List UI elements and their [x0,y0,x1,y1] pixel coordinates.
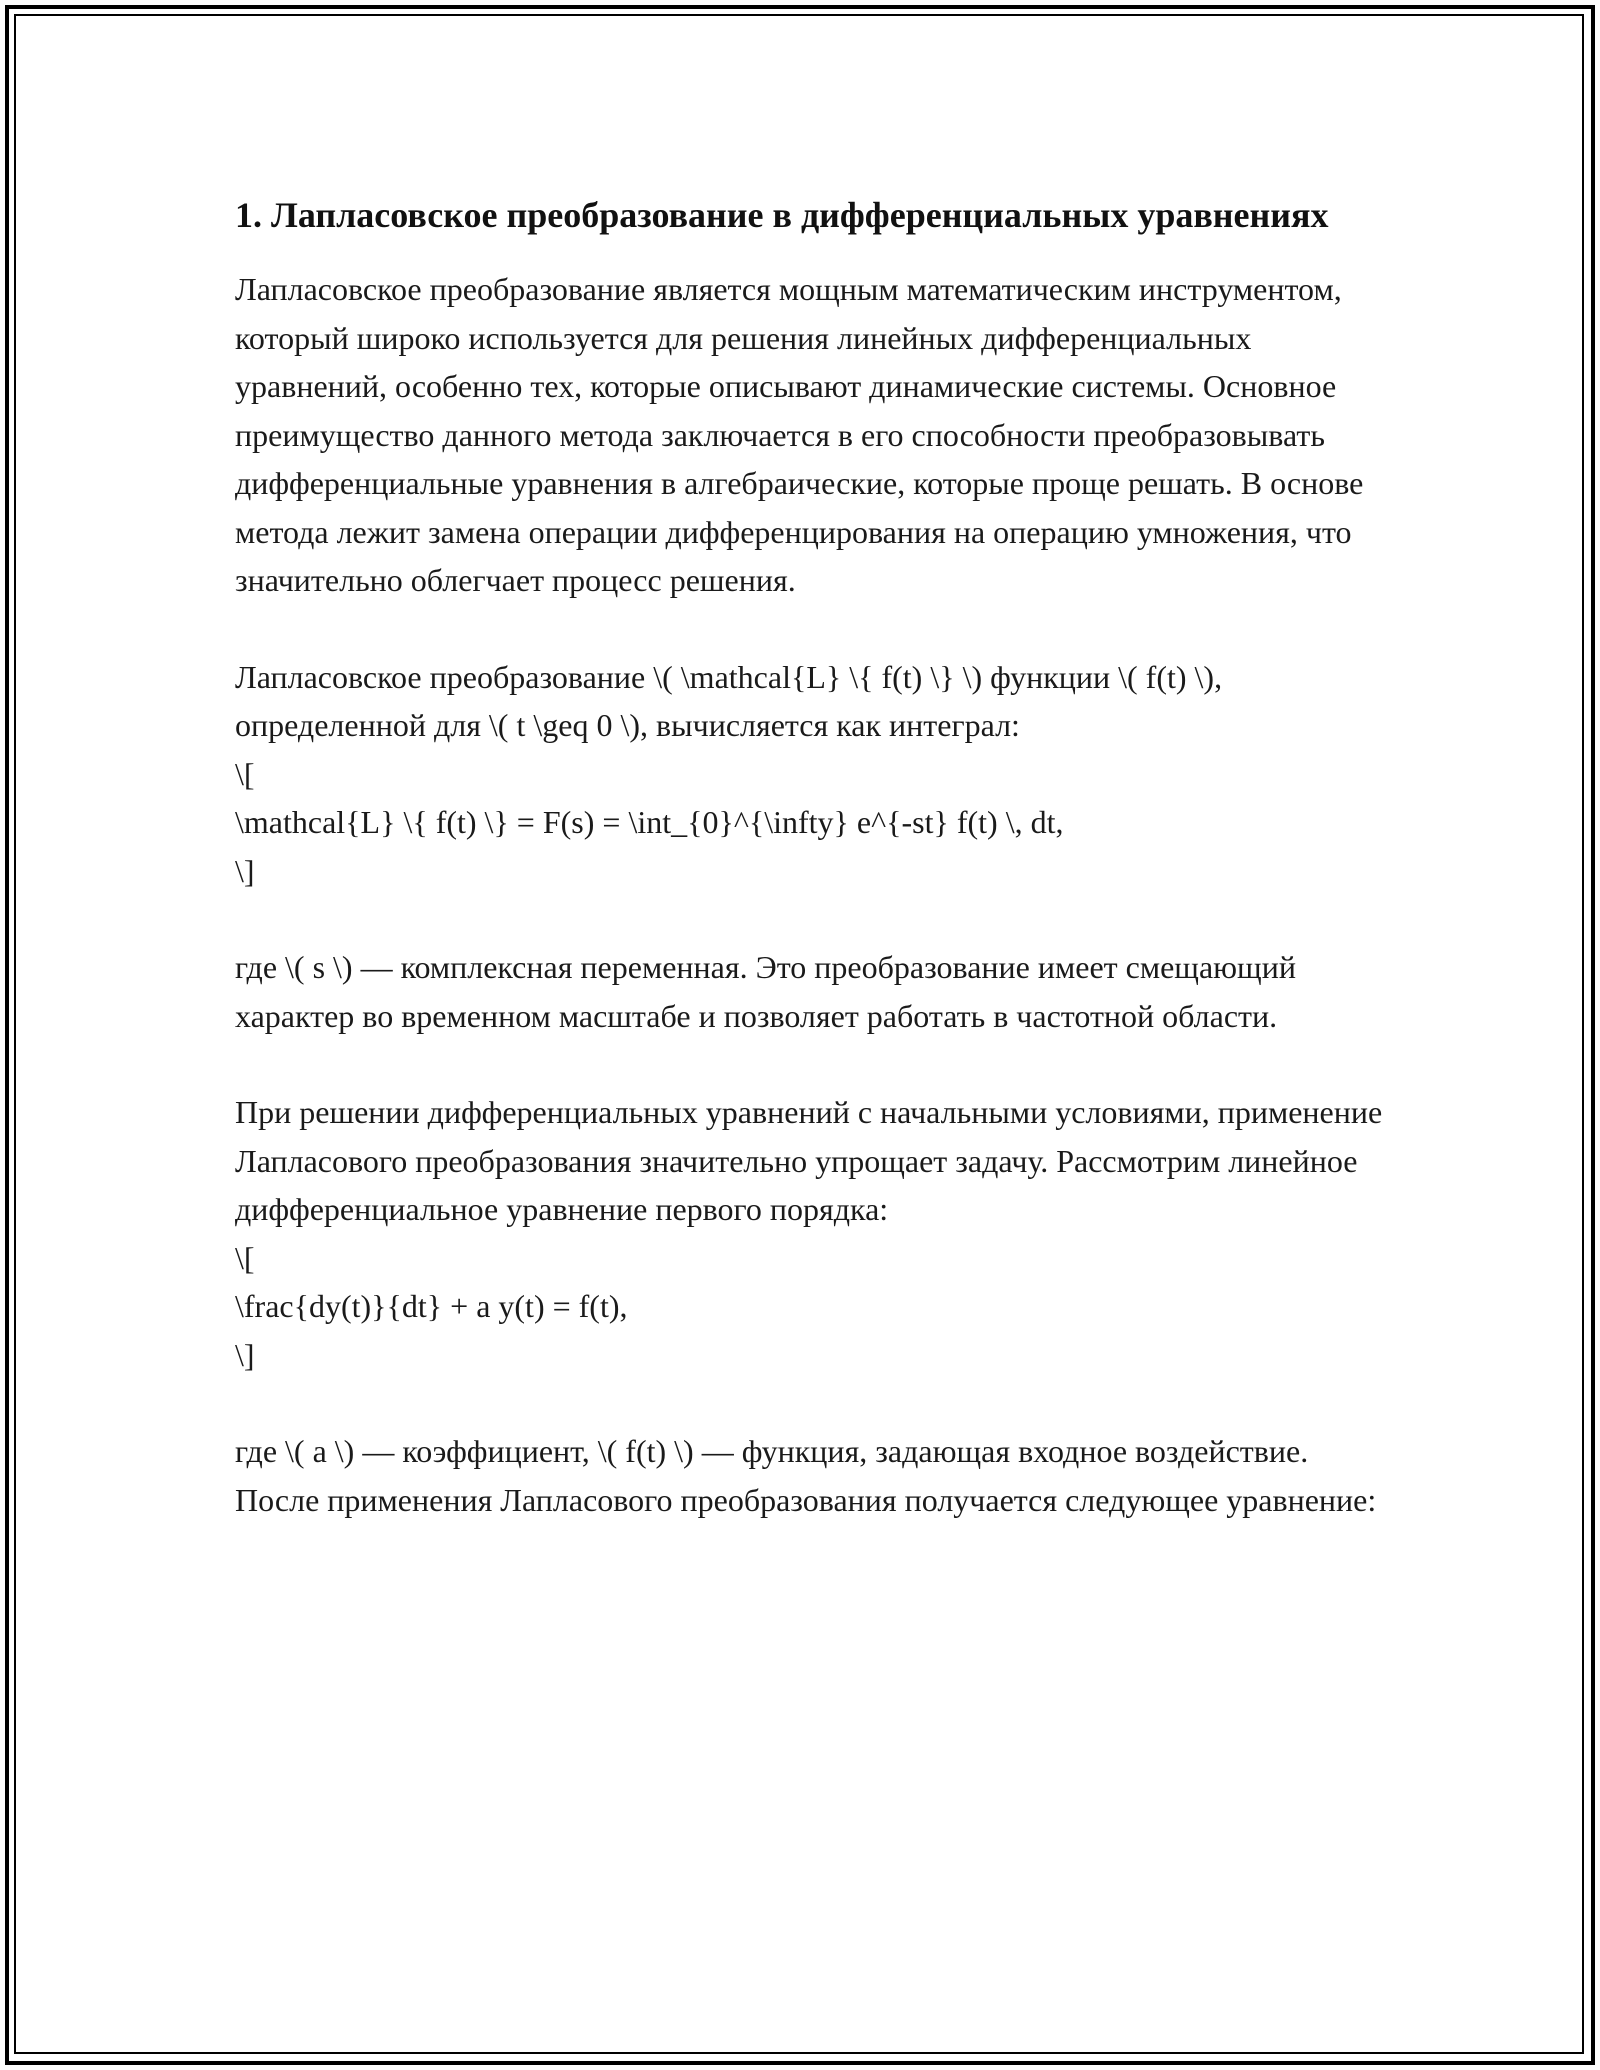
paragraph-initial-conditions: При решении дифференциальных уравнений с начальными условиями, применение Лапласового преобразования значительно упрощает задачу. Рассмотрим линейное дифференциальное уравнение первого порядка: [235,1094,1383,1227]
paragraph-coefficient: где \( a \) — коэффициент, \( f(t) \) — функция, задающая входное воздействие. После применения Лапласового преобразования получается следующее уравнение: [235,1433,1377,1518]
equation-body: \frac{dy(t)}{dt} + a y(t) = f(t), [235,1288,628,1324]
section-heading: 1. Лапласовское преобразование в дифференциальных уравнениях [235,195,1329,235]
paragraph-complex-variable: где \( s \) — комплексная переменная. Это преобразование имеет смещающий характер во временном масштабе и позволяет работать в частотной области. [235,949,1296,1034]
document-body [235,188,1385,1524]
equation-open-delimiter: \[ [235,1239,255,1276]
equation-first-order-ode [235,1234,1385,1380]
paragraph-intro: Лапласовское преобразование является мощным математическим инструментом, который широко используется для решения линейных дифференциальных уравнений, особенно тех, которые описывают динамические системы. Основное преимущество данного метода заключается в его способности преобразовывать дифференциальные уравнения в алгебраические, которые проще решать. В основе метода лежит замена операции дифференцирования на операцию умножения, что значительно облегчает процесс решения. [235,271,1364,598]
equation-body: \mathcal{L} \{ f(t) \} = F(s) = \int_{0}^{\infty} e^{-st} f(t) \, dt, [235,804,1064,840]
equation-close-delimiter: \] [235,852,255,889]
equation-open-delimiter: \[ [235,755,255,792]
equation-laplace-definition [235,750,1385,896]
equation-close-delimiter: \] [235,1336,255,1373]
paragraph-definition: Лапласовское преобразование \( \mathcal{L} \{ f(t) \} \) функции \( f(t) \), определенной для \( t \geq 0 \), вычисляется как интеграл: [235,658,1223,743]
